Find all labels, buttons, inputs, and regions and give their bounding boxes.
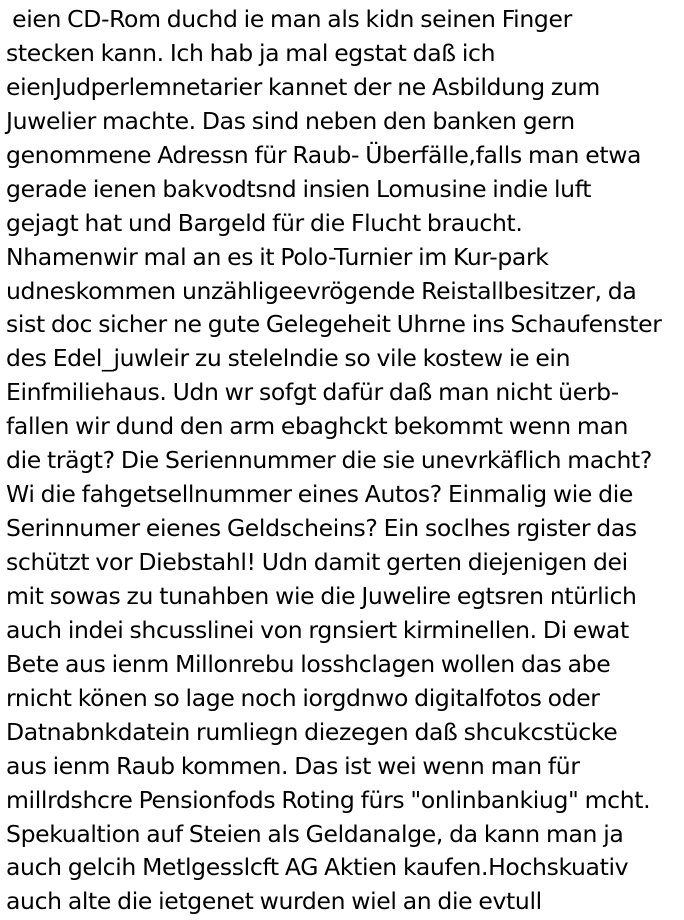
text-line: Datnabnkdatein rumliegn diezegen daß shcukcstücke bbox=[6, 717, 618, 746]
text-line: auch indei shcusslinei von rgnsiert kirminellen. Di ewat bbox=[6, 615, 629, 644]
document-text bbox=[6, 3, 682, 919]
text-line: auch gelcih Metlgesslcft AG Aktien kaufen.Hochskuativ bbox=[6, 853, 629, 882]
text-line: rnicht könen so lage noch iorgdnwo digitalfotos oder bbox=[6, 683, 600, 712]
text-line: genommene Adressn für Raub- Überfälle,falls man etwa bbox=[6, 140, 642, 169]
text-line: eien CD-Rom duchd ie man als kidn seinen Finger bbox=[6, 5, 572, 33]
text-line: millrdshcre Pensionfods Roting fürs "onlinbankiug" mcht. bbox=[6, 785, 651, 814]
text-line: Nhamenwir mal an es it Polo-Turnier im Kur-park bbox=[6, 242, 549, 271]
text-line: aus ienm Raub kommen. Das ist wei wenn man für bbox=[6, 751, 580, 780]
text-line: Bete aus ienm Millonrebu losshclagen wollen das abe bbox=[6, 649, 611, 678]
text-line: Serinnumer eienes Geldscheins? Ein soclhes rgister das bbox=[6, 514, 637, 543]
text-line: die trägt? Die Seriennummer die sie unevrkäflich macht? bbox=[6, 446, 653, 475]
text-line: des Edel_juwleir zu stelelndie so vile kostew ie ein bbox=[6, 344, 571, 373]
text-line: mit sowas zu tunahben wie die Juwelire egtsren ntürlich bbox=[6, 581, 637, 610]
text-line: schützt vor Diebstahl! Udn damit gerten diejenigen dei bbox=[6, 548, 628, 576]
text-line: eienJudperlemnetarier kannet der ne Asbildung zum bbox=[6, 72, 600, 101]
text-line: udneskommen unzähligeevrögende Reistallbesitzer, da bbox=[6, 276, 637, 305]
text-line: Wi die fahgetsellnummer eines Autos? Einmalig wie die bbox=[6, 480, 634, 509]
text-line: Spekualtion auf Steien als Geldanalge, da kann man ja bbox=[6, 819, 624, 848]
text-line: Juwelier machte. Das sind neben den banken gern bbox=[6, 106, 575, 135]
text-line: sist doc sicher ne gute Gelegeheit Uhrne ins Schaufenster bbox=[6, 310, 662, 339]
text-line: stecken kann. Ich hab ja mal egstat daß ich bbox=[6, 38, 496, 67]
text-line: gejagt hat und Bargeld für die Flucht braucht. bbox=[6, 208, 523, 237]
text-line: Einfmiliehaus. Udn wr sofgt dafür daß man nicht üerb- bbox=[6, 378, 619, 407]
text-line: auch alte die ietgenet wurden wiel an die evtull bbox=[6, 887, 542, 916]
text-line: fallen wir dund den arm ebaghckt bekommt wenn man bbox=[6, 412, 629, 441]
text-line: gerade ienen bakvodtsnd insien Lomusine indie luft bbox=[6, 174, 592, 203]
